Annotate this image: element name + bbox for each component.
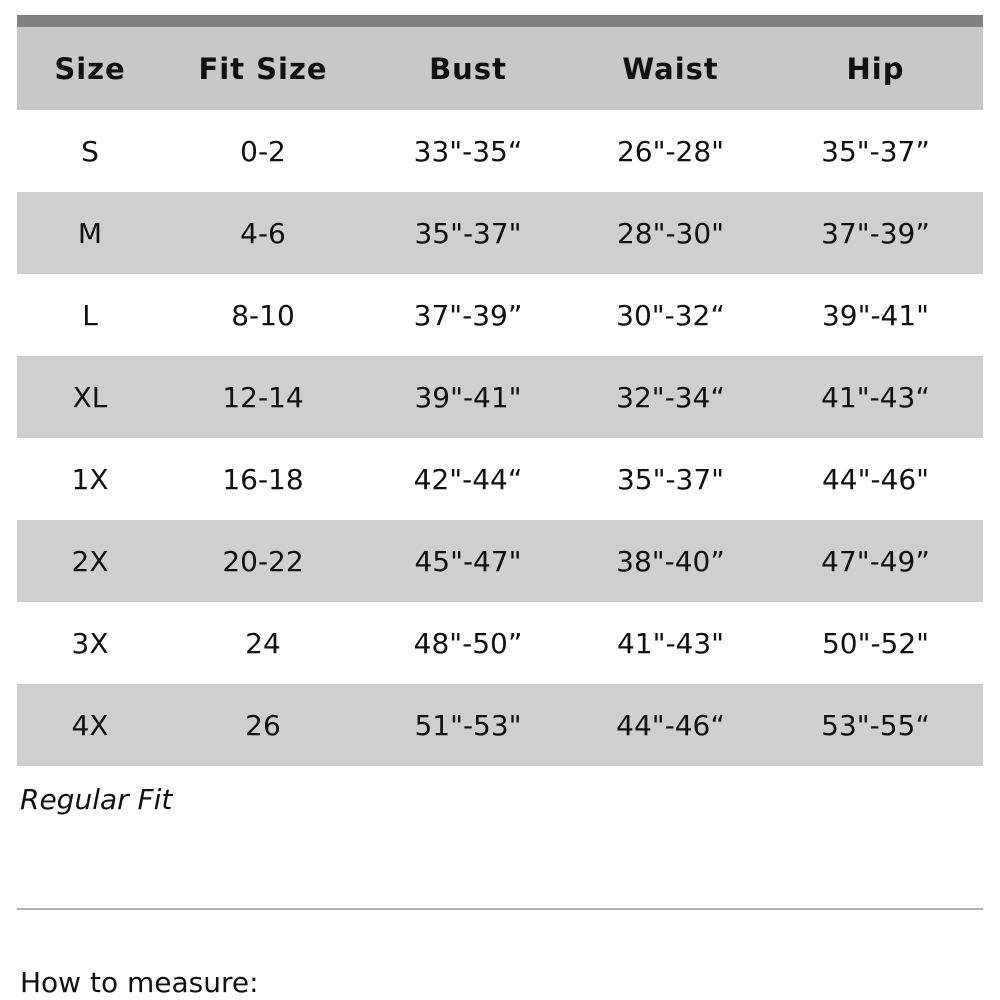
cell-waist: 28"-30" [573,192,768,274]
cell-bust: 33"-35“ [413,134,523,168]
cell-size: 2X [17,520,163,602]
table-row [17,356,983,438]
cell-hip: 37"-39” [768,192,983,274]
cell-waist: 26"-28" [616,134,725,168]
cell-fit-size: 20-22 [163,520,363,602]
cell-waist: 44"-46“ [573,684,768,766]
cell-size: 1X [71,462,109,496]
cell-size: L [82,298,98,332]
table-header-row [17,27,983,110]
cell-hip: 50"-52" [821,626,930,660]
how-to-measure-heading: How to measure: [20,966,259,999]
header-hip: Hip [768,27,983,110]
cell-hip: 53"-55“ [768,684,983,766]
table-row [17,438,983,520]
cell-size: XL [17,356,163,438]
header-size: Size [17,27,163,110]
cell-waist: 38"-40” [573,520,768,602]
cell-size: S [81,134,99,168]
cell-bust: 45"-47" [363,520,573,602]
table-row [17,110,983,192]
cell-bust: 37"-39” [413,298,523,332]
cell-bust: 39"-41" [363,356,573,438]
cell-fit-size: 26 [163,684,363,766]
cell-size: 3X [71,626,109,660]
cell-waist: 41"-43" [616,626,725,660]
table-row [17,602,983,684]
table-row [17,192,983,274]
cell-hip: 41"-43“ [768,356,983,438]
table-row [17,684,983,766]
cell-waist: 30"-32“ [616,298,725,332]
cell-fit-size: 8-10 [231,298,295,332]
table-row [17,520,983,602]
cell-hip: 44"-46" [821,462,930,496]
cell-fit-size: 4-6 [163,192,363,274]
cell-hip: 39"-41" [821,298,930,332]
cell-bust: 35"-37" [363,192,573,274]
cell-bust: 48"-50” [413,626,523,660]
cell-waist: 35"-37" [616,462,725,496]
cell-fit-size: 16-18 [222,462,304,496]
header-waist: Waist [573,27,768,110]
fit-caption: Regular Fit [20,783,173,816]
section-divider [17,908,983,910]
header-fit-size: Fit Size [163,27,363,110]
cell-bust: 51"-53" [363,684,573,766]
cell-fit-size: 24 [245,626,281,660]
cell-bust: 42"-44“ [413,462,523,496]
cell-size: 4X [17,684,163,766]
cell-fit-size: 0-2 [240,134,286,168]
cell-hip: 47"-49” [768,520,983,602]
cell-hip: 35"-37” [821,134,930,168]
header-bust: Bust [363,27,573,110]
table-row [17,274,983,356]
cell-waist: 32"-34“ [573,356,768,438]
cell-fit-size: 12-14 [163,356,363,438]
cell-size: M [17,192,163,274]
table-top-rule [17,15,983,27]
size-chart-table [17,27,983,766]
